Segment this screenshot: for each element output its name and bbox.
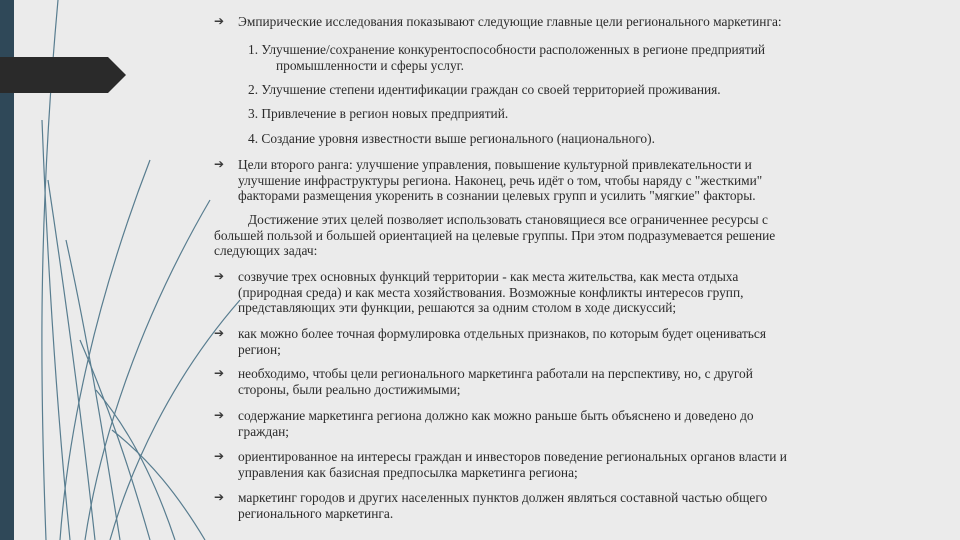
task-item-line: управления как базисная предпосылка маркетинга региона; [238,464,578,480]
goal-item [248,106,508,122]
arrow-bullet-icon: ➔ [214,14,225,28]
task-item [238,490,767,521]
goal-item-line: промышленности и сферы услуг. [276,57,465,73]
arrow-bullet-icon: ➔ [214,408,225,422]
task-item [238,449,787,480]
arrow-bullet-icon: ➔ [214,490,225,504]
task-item-line: необходимо, чтобы цели регионального маркетинга работали на перспективу, но, с другой [238,366,753,381]
second-rank-text [238,157,762,204]
goal-item-line: 1. Улучшение/сохранение конкурентоспособности расположенных в регионе предприятий [248,42,766,57]
goal-item-line: 4. Создание уровня известности выше регионального (национального). [248,131,655,146]
goal-item-line: 3. Привлечение в регион новых предприятий. [248,106,509,121]
task-item-line: регион; [238,341,281,357]
achievement-text-line: большей пользой и большей ориентацией на целевые группы. При этом подразумевается решение [214,227,776,243]
second-rank-text-line: факторами размещения укоренить в сознании целевых групп и усилить "мягкие" факторы. [238,188,756,204]
goal-item [248,42,765,73]
task-item-line: представляющих эти функции, решаются за одним столом в ходе дискуссий; [238,300,677,316]
goal-item [248,82,721,98]
task-item [238,366,753,397]
arrow-bullet-icon: ➔ [214,157,225,171]
arrow-bullet-icon: ➔ [214,269,225,283]
task-item-line: созвучие трех основных функций территории - как места жительства, как места отдыха [238,269,739,284]
title-tab-shape [0,57,128,93]
arrow-bullet-icon: ➔ [214,326,225,340]
task-item [238,326,766,357]
goal-item-line: 2. Улучшение степени идентификации граждан со своей территорией проживания. [248,82,721,97]
task-item-line: как можно более точная формулировка отдельных признаков, по которым будет оцениваться [238,326,767,341]
arrow-bullet-icon: ➔ [214,366,225,380]
task-item-line: содержание маркетинга региона должно как можно раньше быть объяснено и доведено до [238,408,754,423]
second-rank-text-line: Цели второго ранга: улучшение управления, повышение культурной привлекательности и [238,157,752,172]
task-item-line: (природная среда) и как места хозяйствования. Возможные конфликты интересов групп, [238,284,744,300]
task-item-line: регионального маркетинга. [238,505,394,521]
arrow-bullet-icon: ➔ [214,449,225,463]
second-rank-text-line: улучшение инфраструктуры региона. Наконец, речь идёт о том, чтобы наряду с "жесткими" [238,172,763,188]
intro-text: Эмпирические исследования показывают следующие главные цели регионального маркетинга: [238,14,782,29]
achievement-text-line: следующих задач: [214,243,318,259]
task-item-line: граждан; [238,423,290,439]
task-item [238,408,754,439]
task-item-line: ориентированное на интересы граждан и инвесторов поведение региональных органов власти и [238,449,787,464]
task-item-line: маркетинг городов и других населенных пунктов должен являться составной частью общего [238,490,768,505]
achievement-text [214,212,775,259]
goal-item [248,131,655,147]
achievement-text-line: Достижение этих целей позволяет использовать становящиеся все ограниченнее ресурсы с [248,212,768,227]
task-item [238,269,743,316]
task-item-line: стороны, были реально достижимыми; [238,381,461,397]
